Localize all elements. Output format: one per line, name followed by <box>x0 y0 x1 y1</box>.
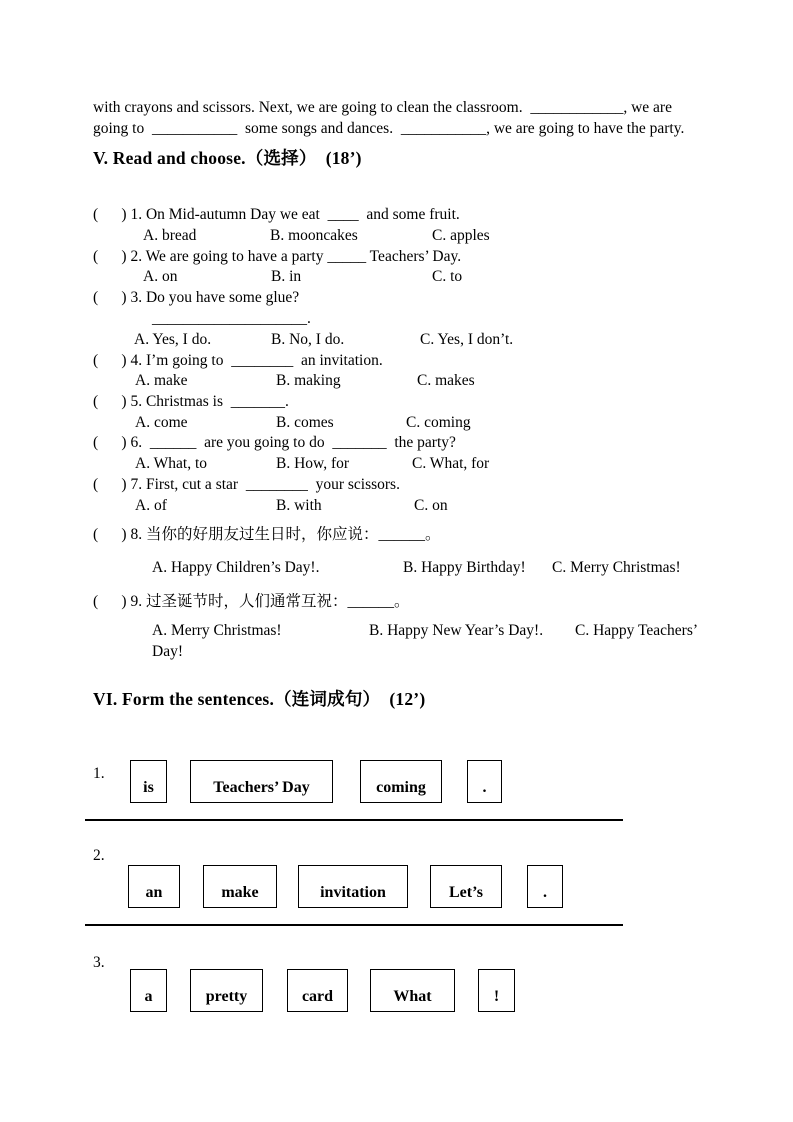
question-6-options <box>0 453 793 474</box>
question-9-prompt: ( ) 9. 过圣诞节时，人们通常互祝：______。 <box>93 593 410 610</box>
word-tile: is <box>130 760 167 803</box>
question-5-options <box>0 412 793 433</box>
question-1-options <box>0 225 793 246</box>
question-9-option-c: C. Happy Teachers’ <box>575 622 699 639</box>
exercise-2-number: 2. <box>93 847 105 864</box>
word-tile: What <box>370 969 455 1012</box>
question-7-options <box>0 495 793 516</box>
question-5-option-b: B. comes <box>276 414 334 431</box>
question-9-option-c-wrap: Day! <box>152 643 183 660</box>
question-7-option-c: C. on <box>414 497 448 514</box>
question-7-option-b: B. with <box>276 497 322 514</box>
section-v-heading: V. Read and choose.（选择） (18’) <box>93 148 362 168</box>
question-3-option-a: A. Yes, I do. <box>134 331 212 348</box>
question-7-prompt: ( ) 7. First, cut a star ________ your scissors. <box>93 476 400 493</box>
question-8-option-a: A. Happy Children’s Day!. <box>152 559 320 576</box>
word-tile: Let’s <box>430 865 502 908</box>
question-1-prompt: ( ) 1. On Mid-autumn Day we eat ____ and some fruit. <box>93 206 460 223</box>
question-6-option-b: B. How, for <box>276 455 350 472</box>
question-2-option-c: C. to <box>432 268 463 285</box>
question-4-options <box>0 370 793 391</box>
question-4-option-a: A. make <box>135 372 188 389</box>
question-1-option-b: B. mooncakes <box>270 227 358 244</box>
intro-line-2: going to ___________ some songs and dances. ___________, we are going to have the party. <box>93 120 685 137</box>
word-tile: Teachers’ Day <box>190 760 333 803</box>
question-2-options <box>0 266 793 287</box>
word-tile: invitation <box>298 865 408 908</box>
question-9-options <box>0 620 793 641</box>
exercise-3-number: 3. <box>93 954 105 971</box>
question-8-option-b: B. Happy Birthday! <box>403 559 526 576</box>
question-6-option-a: A. What, to <box>135 455 208 472</box>
question-8-options <box>0 557 793 578</box>
question-5-option-c: C. coming <box>406 414 471 431</box>
answer-rule-2 <box>85 924 623 926</box>
exercise-1-number: 1. <box>93 765 105 782</box>
question-2-option-a: A. on <box>143 268 178 285</box>
word-tile: card <box>287 969 348 1012</box>
section-vi-heading: VI. Form the sentences.（连词成句） (12’) <box>93 689 426 709</box>
question-5-prompt: ( ) 5. Christmas is _______. <box>93 393 289 410</box>
word-tile: make <box>203 865 277 908</box>
question-6-prompt: ( ) 6. ______ are you going to do _______ the party? <box>93 434 456 451</box>
question-3-answer-blank: ____________________. <box>152 310 311 327</box>
question-3-option-b: B. No, I do. <box>271 331 345 348</box>
question-9-option-a: A. Merry Christmas! <box>152 622 282 639</box>
question-9-option-b: B. Happy New Year’s Day!. <box>369 622 544 639</box>
word-tile: a <box>130 969 167 1012</box>
word-tile: coming <box>360 760 442 803</box>
question-8-option-c: C. Merry Christmas! <box>552 559 681 576</box>
question-3-options <box>0 329 793 350</box>
question-3-option-c: C. Yes, I don’t. <box>420 331 514 348</box>
answer-rule-1 <box>85 819 623 821</box>
word-tile: . <box>527 865 563 908</box>
question-1-option-a: A. bread <box>143 227 197 244</box>
question-4-prompt: ( ) 4. I’m going to ________ an invitation. <box>93 352 383 369</box>
question-1-option-c: C. apples <box>432 227 490 244</box>
question-5-option-a: A. come <box>135 414 188 431</box>
question-4-option-b: B. making <box>276 372 341 389</box>
question-3-prompt: ( ) 3. Do you have some glue? <box>93 289 300 306</box>
question-8-prompt: ( ) 8. 当你的好朋友过生日时，你应说：______。 <box>93 526 441 543</box>
question-2-prompt: ( ) 2. We are going to have a party _____ Teachers’ Day. <box>93 248 462 265</box>
question-2-option-b: B. in <box>271 268 302 285</box>
word-tile: pretty <box>190 969 263 1012</box>
question-6-option-c: C. What, for <box>412 455 490 472</box>
word-tile: ! <box>478 969 515 1012</box>
question-7-option-a: A. of <box>135 497 167 514</box>
word-tile: . <box>467 760 502 803</box>
intro-line-1: with crayons and scissors. Next, we are going to clean the classroom. ____________, we are <box>93 99 672 116</box>
question-4-option-c: C. makes <box>417 372 475 389</box>
word-tile: an <box>128 865 180 908</box>
